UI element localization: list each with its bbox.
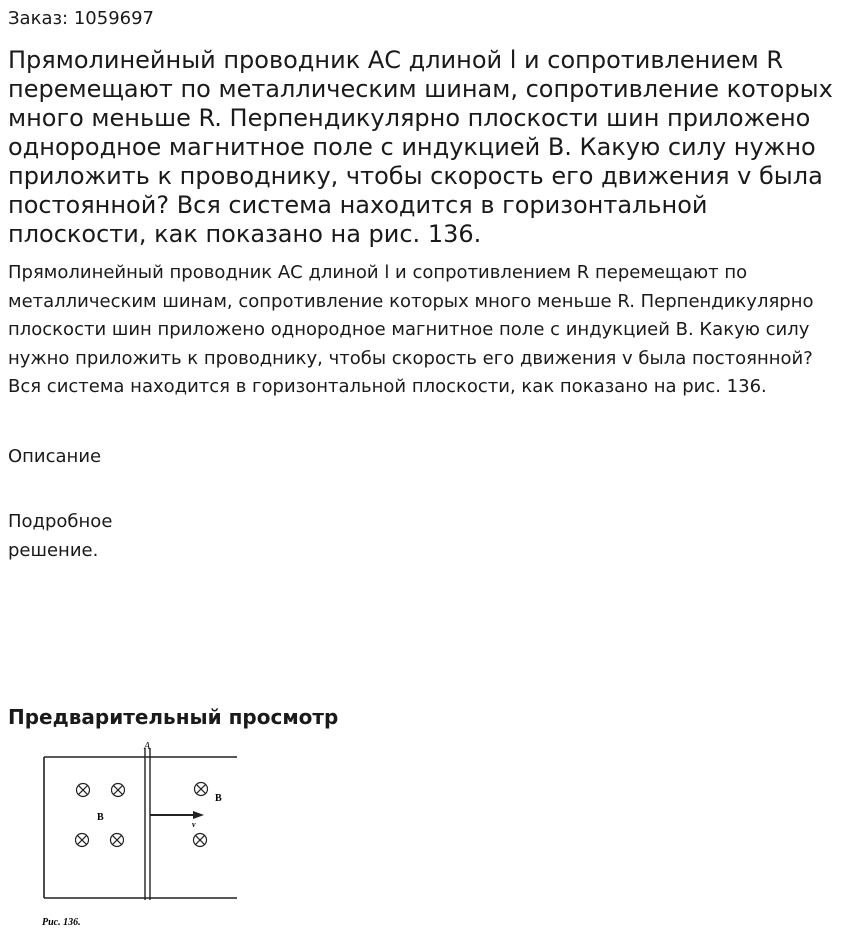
problem-text: Прямолинейный проводник АС длиной l и сопротивлением R перемещают по металлическим шинам, сопротивление которых много меньше R. Перпендикулярно плоскости шин приложено однородное магнитное поле с индукцией В. Какую силу нужно приложить к проводнику, чтобы скорость его движения v была постоянной? Вся система находится в горизонтальной плоскости, как показано на рис. 136. [8,262,814,398]
order-label: Заказ: [8,8,69,29]
field-into-page-icon [195,783,208,796]
label-b-right: B [215,793,222,804]
field-into-page-icon [112,784,125,797]
detailed-solution: Подробное решение. [8,511,113,561]
field-into-page-icon [194,834,207,847]
order-number: 1059697 [73,8,155,29]
circuit-diagram [0,740,260,935]
description-label: Описание [8,446,102,467]
order-line [8,8,154,29]
preview-title: Предварительный просмотр [8,705,339,729]
label-b-left: B [97,812,104,823]
label-a: A [144,741,151,752]
field-into-page-icon [76,834,89,847]
problem-heading: Прямолинейный проводник АС длиной l и сопротивлением R перемещают по металлическим шинам, сопротивление которых много меньше R. Перпендикулярно плоскости шин приложено однородное магнитное поле с индукцией В. Какую силу нужно приложить к проводнику, чтобы скорость его движения v была постоянной? Вся система находится в горизонтальной плоскости, как показано на рис. 136. [8,46,833,248]
label-v: v [192,820,196,829]
field-into-page-icon [111,834,124,847]
velocity-arrowhead-icon [193,811,204,819]
field-into-page-icon [77,784,90,797]
figure-caption: Рис. 136. [42,917,81,928]
preview-figure [0,740,260,935]
